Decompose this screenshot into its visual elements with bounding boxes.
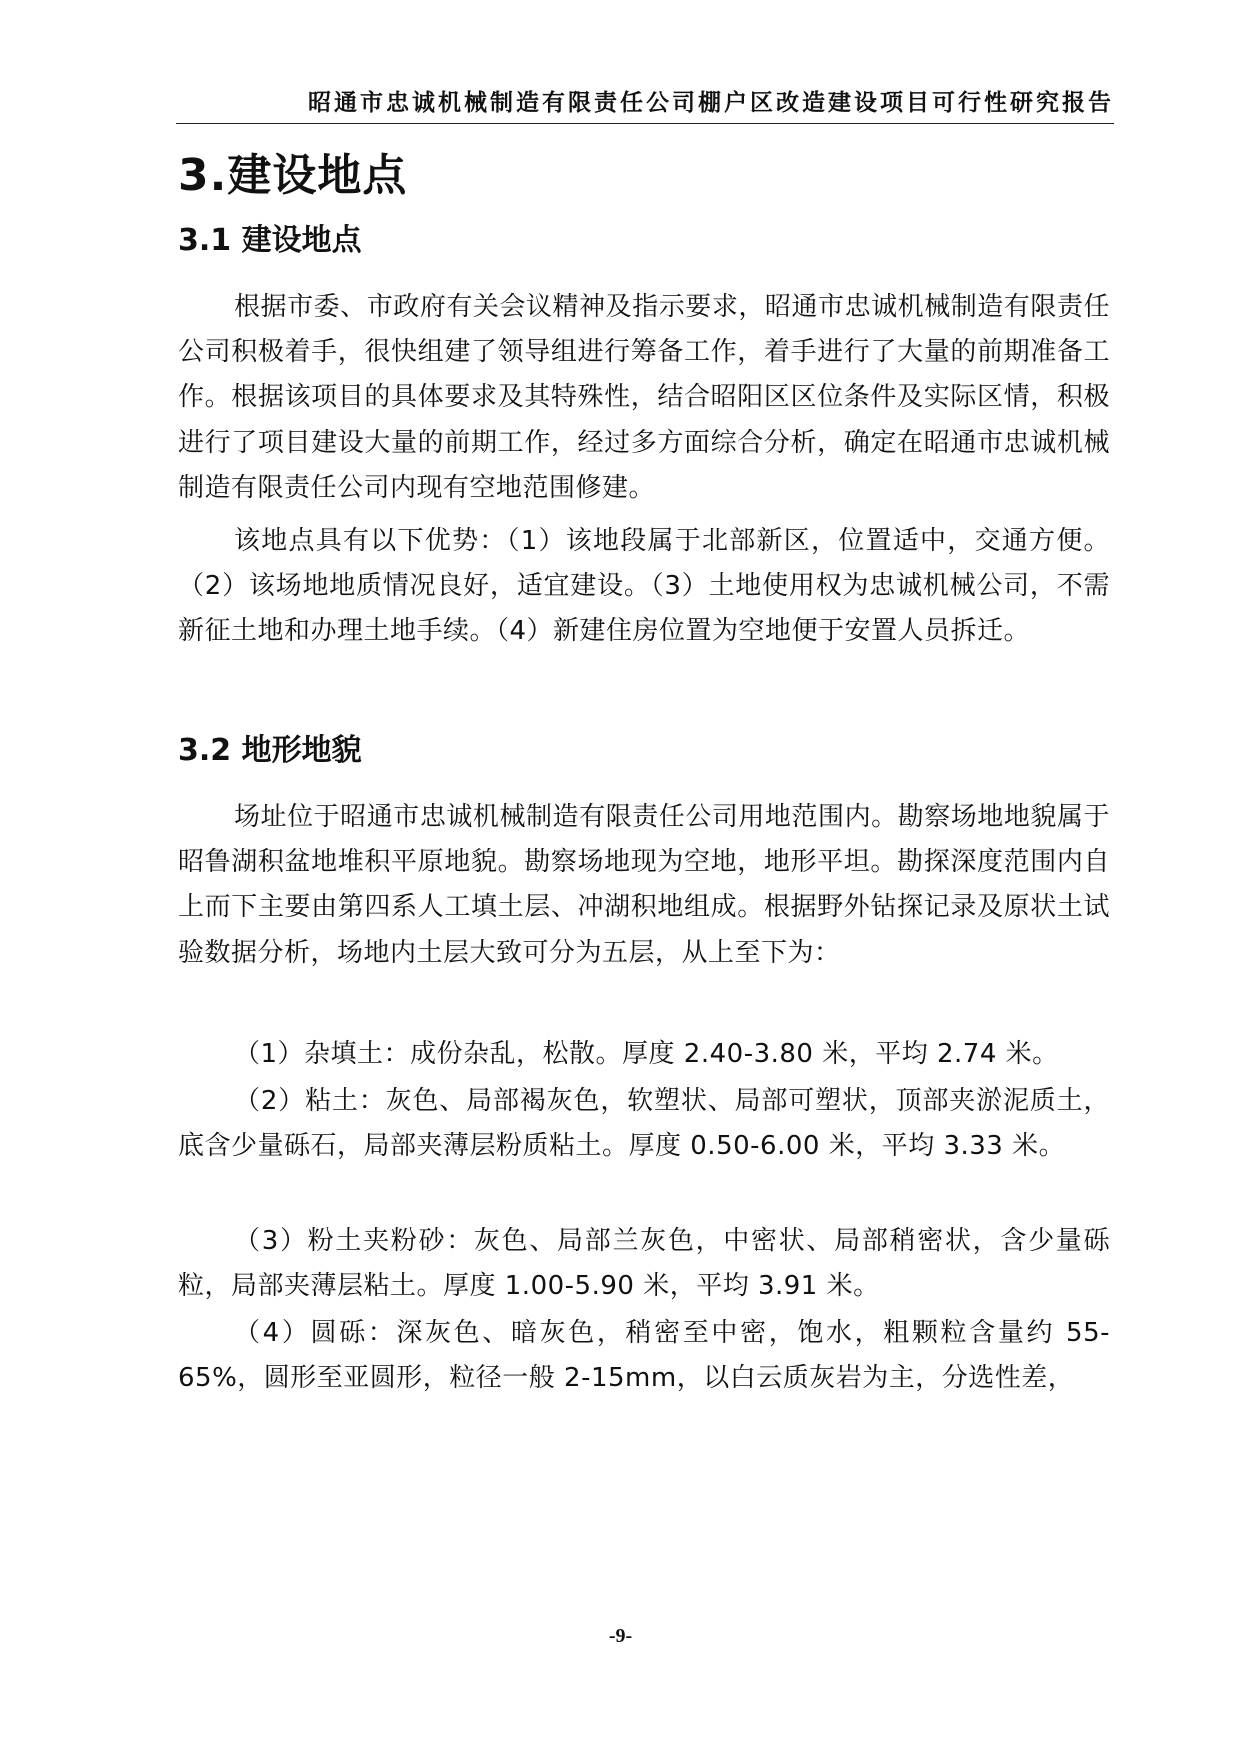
paragraph: （3）粉土夹粉砂：灰色、局部兰灰色，中密状、局部稍密状，含少量砾粒，局部夹薄层粘土。厚度 1.00-5.90 米，平均 3.91 米。 xyxy=(178,1226,1110,1302)
paragraph: （1）杂填土：成份杂乱，松散。厚度 2.40-3.80 米，平均 2.74 米。 xyxy=(234,1039,1059,1069)
chapter-title: 3.建设地点 xyxy=(178,150,408,201)
paragraph: 根据市委、市政府有关会议精神及指示要求，昭通市忠诚机械制造有限责任公司积极着手，很快组建了领导组进行筹备工作，着手进行了大量的前期准备工作。根据该项目的具体要求及其特殊性，结合昭阳区区位条件及实际区情，积极进行了项目建设大量的前期工作，经过多方面综合分析，确定在昭通市忠诚机械制造有限责任公司内现有空地范围修建。 xyxy=(178,292,1110,503)
section-title-3-1: 3.1 建设地点 xyxy=(178,223,362,258)
section-title-3-2: 3.2 地形地貌 xyxy=(178,733,362,768)
page-number: -9- xyxy=(608,1625,633,1647)
paragraph: 该地点具有以下优势：（1）该地段属于北部新区，位置适中，交通方便。（2）该场地地质情况良好，适宜建设。（3）土地使用权为忠诚机械公司，不需新征土地和办理土地手续。（4）新建住房位置为空地便于安置人员拆迁。 xyxy=(178,526,1110,647)
paragraph: （2）粘土：灰色、局部褐灰色，软塑状、局部可塑状，顶部夹淤泥质土，底含少量砾石，局部夹薄层粉质粘土。厚度 0.50-6.00 米，平均 3.33 米。 xyxy=(178,1086,1110,1162)
running-header: 昭通市忠诚机械制造有限责任公司棚户区改造建设项目可行性研究报告 xyxy=(308,89,1114,116)
paragraph: （4）圆砾：深灰色、暗灰色，稍密至中密，饱水，粗颗粒含量约 55-65%，圆形至亚圆形，粒径一般 2-15mm，以白云质灰岩为主，分选性差， xyxy=(178,1318,1110,1394)
header-rule xyxy=(176,123,1114,124)
paragraph: 场址位于昭通市忠诚机械制造有限责任公司用地范围内。勘察场地地貌属于昭鲁湖积盆地堆积平原地貌。勘察场地现为空地，地形平坦。勘探深度范围内自上而下主要由第四系人工填土层、冲湖积地组成。根据野外钻探记录及原状土试验数据分析，场地内土层大致可分为五层，从上至下为： xyxy=(178,802,1110,968)
